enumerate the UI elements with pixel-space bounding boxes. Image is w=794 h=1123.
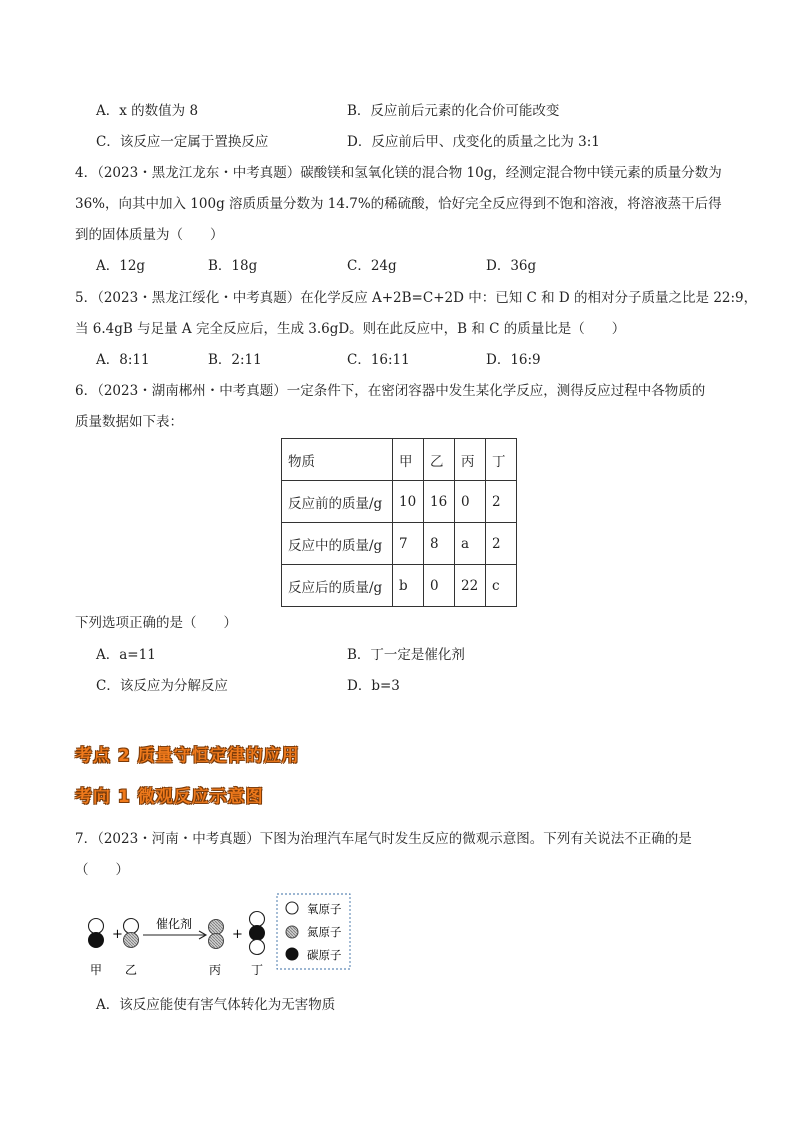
table-header-cell: 乙 [424, 439, 455, 481]
table-cell: 反应前的质量/g [282, 481, 393, 523]
q5-option-c: C．16:11 [347, 352, 410, 368]
table-cell: 0 [424, 565, 455, 607]
table-cell: b [393, 565, 424, 607]
label-bing: 丙 [209, 963, 222, 977]
table-row [282, 481, 517, 523]
label-yi: 乙 [125, 963, 138, 977]
legend-carbon: 碳原子 [307, 948, 342, 962]
table-row [282, 523, 517, 565]
q3-option-c: C．该反应一定属于置换反应 [96, 134, 269, 150]
molecule-jia [89, 919, 104, 948]
table-cell: 2 [486, 523, 517, 565]
q6-text-line1: 6．（2023・湖南郴州・中考真题）一定条件下，在密闭容器中发生某化学反应，测得反应过程中各物质的 [75, 383, 706, 399]
q5-option-b: B．2:11 [208, 352, 262, 368]
table-row [282, 565, 517, 607]
table-cell: 2 [486, 481, 517, 523]
label-jia: 甲 [90, 963, 103, 977]
table-cell: c [486, 565, 517, 607]
plus-sign: + [232, 927, 243, 942]
section-heading-direction: 考向 1 微观反应示意图 [75, 787, 264, 807]
q6-option-d: D．b=3 [347, 678, 400, 694]
q4-option-b: B．18g [208, 258, 258, 274]
q5-option-a: A．8:11 [96, 352, 150, 368]
micro-reaction-diagram [80, 888, 370, 980]
nitrogen-atom-icon [286, 926, 298, 938]
table-cell: 10 [393, 481, 424, 523]
q6-text-line2: 质量数据如下表： [75, 414, 183, 430]
q5-text-line1: 5．（2023・黑龙江绥化・中考真题）在化学反应 A+2B=C+2D 中：已知 C 和 D 的相对分子质量之比是 22:9， [75, 290, 758, 306]
legend-nitrogen: 氮原子 [307, 925, 342, 939]
q4-option-a: A．12g [96, 258, 146, 274]
legend-oxygen: 氧原子 [307, 902, 342, 916]
q6-option-a: A．a=11 [96, 647, 156, 663]
q5-text-line2: 当 6.4gB 与足量 A 完全反应后，生成 3.6gD。则在此反应中，B 和 C 的质量比是（ ） [75, 321, 626, 337]
q7-text-line2: （ ） [75, 862, 129, 878]
table-cell: 反应中的质量/g [282, 523, 393, 565]
table-header-cell: 丁 [486, 439, 517, 481]
carbon-atom-icon [286, 948, 298, 960]
table-cell: 8 [424, 523, 455, 565]
section-heading-point: 考点 2 质量守恒定律的应用 [75, 746, 300, 766]
q3-option-d: D．反应前后甲、戊变化的质量之比为 3:1 [347, 134, 600, 150]
molecule-bing [209, 920, 224, 949]
label-ding: 丁 [251, 963, 264, 977]
molecule-yi [124, 919, 139, 948]
table-cell: 反应后的质量/g [282, 565, 393, 607]
oxygen-atom-icon [286, 902, 298, 914]
table-header-cell: 丙 [455, 439, 486, 481]
table-cell: 7 [393, 523, 424, 565]
q7-option-a: A．该反应能使有害气体转化为无害物质 [96, 997, 336, 1013]
molecule-ding [250, 912, 265, 955]
table-cell: 22 [455, 565, 486, 607]
q6-prompt: 下列选项正确的是（ ） [75, 615, 237, 631]
q4-option-c: C．24g [347, 258, 397, 274]
q5-option-d: D．16:9 [486, 352, 541, 368]
q4-text-line2: 36%，向其中加入 100g 溶质质量分数为 14.7%的稀硫酸，恰好完全反应得到不饱和溶液，将溶液蒸干后得 [75, 196, 722, 212]
q4-text-line1: 4．（2023・黑龙江龙东・中考真题）碳酸镁和氢氧化镁的混合物 10g，经测定混合物中镁元素的质量分数为 [75, 165, 722, 181]
q4-option-d: D．36g [486, 258, 537, 274]
table-header-cell: 物质 [282, 439, 393, 481]
table-header-row [282, 439, 517, 481]
q4-text-line3: 到的固体质量为（ ） [75, 227, 224, 243]
plus-sign: + [112, 927, 123, 942]
mass-data-table [281, 438, 517, 607]
q7-text-line1: 7．（2023・河南・中考真题）下图为治理汽车尾气时发生反应的微观示意图。下列有关说法不正确的是 [75, 831, 692, 847]
table-cell: 0 [455, 481, 486, 523]
table-cell: a [455, 523, 486, 565]
table-cell: 16 [424, 481, 455, 523]
catalyst-label: 催化剂 [156, 917, 193, 931]
q6-option-b: B．丁一定是催化剂 [347, 647, 465, 663]
table-header-cell: 甲 [393, 439, 424, 481]
q3-option-b: B．反应前后元素的化合价可能改变 [347, 103, 560, 119]
q6-option-c: C．该反应为分解反应 [96, 678, 228, 694]
q3-option-a: A．x 的数值为 8 [96, 103, 199, 119]
